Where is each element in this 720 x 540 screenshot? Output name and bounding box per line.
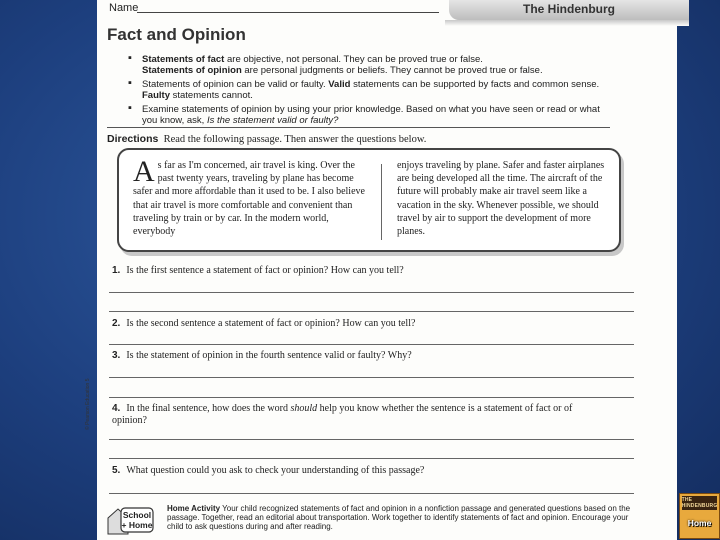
home-button[interactable] [679, 493, 720, 539]
answer-line[interactable] [109, 493, 634, 494]
term-opinion: Statements of opinion [142, 65, 242, 76]
answer-line[interactable] [109, 344, 634, 345]
passage-text-left: s far as I'm concerned, air travel is king. Over the past twenty years, traveling by plane has become safer and more affordable than it used to be. I also believe that air travel is more comfortable and convenient than traveling by train or by car. In the modern world, everybody [133, 160, 365, 238]
text: statements cannot. [169, 90, 253, 101]
question-number: 4. [112, 403, 121, 414]
question-number: 3. [112, 350, 121, 361]
question-text: Is the first sentence a statement of fact or opinion? How can you tell? [126, 265, 404, 276]
term-fact: Statements of fact [142, 54, 225, 65]
answer-line[interactable] [109, 377, 634, 378]
concept-list [127, 54, 607, 129]
question-5 [112, 465, 592, 477]
question-text: Is the second sentence a statement of fact or opinion? How can you tell? [126, 318, 416, 329]
question-1 [112, 265, 592, 277]
answer-line[interactable] [109, 311, 634, 312]
name-line [137, 12, 439, 13]
name-label: Name [109, 2, 139, 14]
answer-line[interactable] [109, 458, 634, 459]
passage-column-left [133, 155, 369, 238]
tab-shadow [445, 20, 689, 26]
question-text: Is the statement of opinion in the fourth sentence valid or faulty? Why? [126, 350, 412, 361]
school-home-logo [105, 504, 155, 536]
text: Statements of opinion can be valid or faulty. [142, 79, 329, 90]
directions-text: Read the following passage. Then answer the questions below. [163, 134, 427, 145]
copyright: © Pearson Education 5 [85, 378, 91, 430]
badge-title: THE HINDENBURG [681, 497, 718, 509]
divider [107, 127, 610, 128]
page-title: Fact and Opinion [107, 25, 246, 44]
home-activity-label: Home Activity [167, 504, 221, 513]
home-label: Home [687, 518, 712, 528]
def-fact: are objective, not personal. They can be proved true or false. [224, 54, 483, 65]
list-item [127, 79, 607, 101]
def-opinion: are personal judgments or beliefs. They cannot be proved true or false. [241, 65, 543, 76]
question-3 [112, 350, 592, 362]
list-item [127, 54, 607, 76]
text: statements can be supported by facts and common sense. [350, 79, 600, 90]
key-question: Is the statement valid or faulty? [206, 115, 339, 126]
list-item [127, 104, 607, 126]
question-2 [112, 318, 592, 330]
term-valid: Valid [328, 79, 351, 90]
worksheet-page [85, 0, 677, 540]
logo-line1: School [122, 510, 152, 520]
question-text: What question could you ask to check your understanding of this passage? [126, 465, 425, 476]
passage-box [117, 148, 621, 252]
directions [107, 133, 426, 145]
dropcap: A [133, 155, 155, 188]
text: Examine statements of opinion by using your prior knowledge. Based on what you have seen or read or what you know, ask, [142, 104, 600, 126]
passage-column-right: enjoys traveling by plane. Safer and faster airplanes are being developed all the time. The aircraft of the future will probably make air travel seem like a vacation in the sky. Whenever possible, we should travel by air to support the development of more planes. [397, 160, 605, 238]
story-title-tab [449, 0, 689, 20]
question-text: In the final sentence, how does the word [126, 403, 291, 414]
logo-line2: + Home [121, 520, 153, 530]
term-faulty: Faulty [142, 90, 170, 101]
question-number: 5. [112, 465, 121, 476]
home-activity [167, 504, 637, 532]
directions-label: Directions [107, 133, 159, 145]
answer-line[interactable] [109, 292, 634, 293]
home-activity-text: Your child recognized statements of fact and opinion in a nonfiction passage and generated questions based on the passage. Together, read an editorial about transportation. Work together to identify statements of fact and opinion. Encourage your child to ask questions during and after reading. [167, 504, 631, 532]
question-number: 2. [112, 318, 121, 329]
question-number: 1. [112, 265, 121, 276]
question-text: help you know whether the sentence is a statement of fact or of opinion? [112, 403, 573, 426]
column-divider [381, 164, 382, 240]
question-4 [112, 403, 592, 427]
emphasized-word: should [290, 403, 318, 414]
answer-line[interactable] [109, 439, 634, 440]
story-title: The Hindenburg [523, 2, 615, 16]
answer-line[interactable] [109, 397, 634, 398]
